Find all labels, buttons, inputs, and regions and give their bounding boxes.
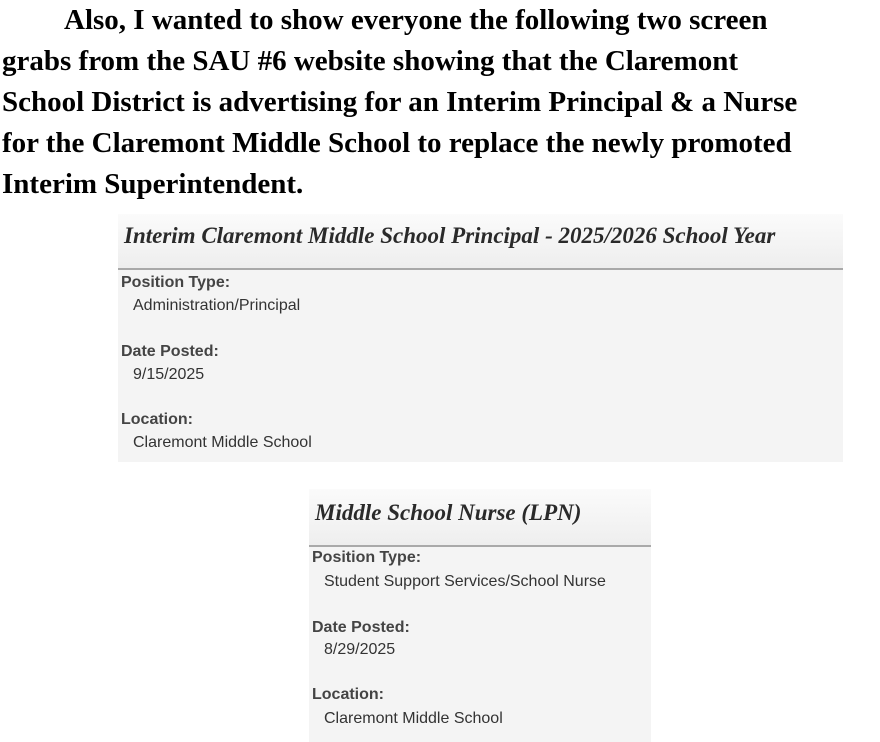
location-value: Claremont Middle School: [133, 434, 312, 451]
intro-line: Also, I wanted to show everyone the following two screen: [64, 4, 768, 36]
intro-line: for the Claremont Middle School to replace the newly promoted: [2, 127, 792, 159]
date-posted-value: 8/29/2025: [324, 641, 396, 658]
job-posting-nurse: [309, 489, 651, 742]
intro-paragraph: [2, 0, 880, 205]
job-posting-principal: [118, 214, 843, 462]
location-value: Claremont Middle School: [324, 710, 503, 727]
date-posted-label: Date Posted:: [312, 619, 410, 636]
intro-line: School District is advertising for an Interim Principal & a Nurse: [2, 86, 798, 118]
position-type-label: Position Type:: [312, 549, 422, 566]
position-type-value: Administration/Principal: [133, 297, 301, 314]
position-type-label: Position Type:: [121, 274, 231, 291]
job-title[interactable]: Middle School Nurse (LPN): [315, 500, 582, 525]
location-label: Location:: [121, 411, 193, 428]
job-posting-header: [118, 214, 843, 270]
intro-line: grabs from the SAU #6 website showing that the Claremont: [2, 45, 738, 77]
intro-line: Interim Superintendent.: [2, 168, 304, 200]
location-label: Location:: [312, 686, 384, 703]
job-posting-header: [309, 489, 651, 547]
date-posted-value: 9/15/2025: [133, 366, 205, 383]
position-type-value: Student Support Services/School Nurse: [324, 573, 606, 590]
job-title[interactable]: Interim Claremont Middle School Principal - 2025/2026 School Year: [124, 223, 776, 248]
date-posted-label: Date Posted:: [121, 343, 219, 360]
